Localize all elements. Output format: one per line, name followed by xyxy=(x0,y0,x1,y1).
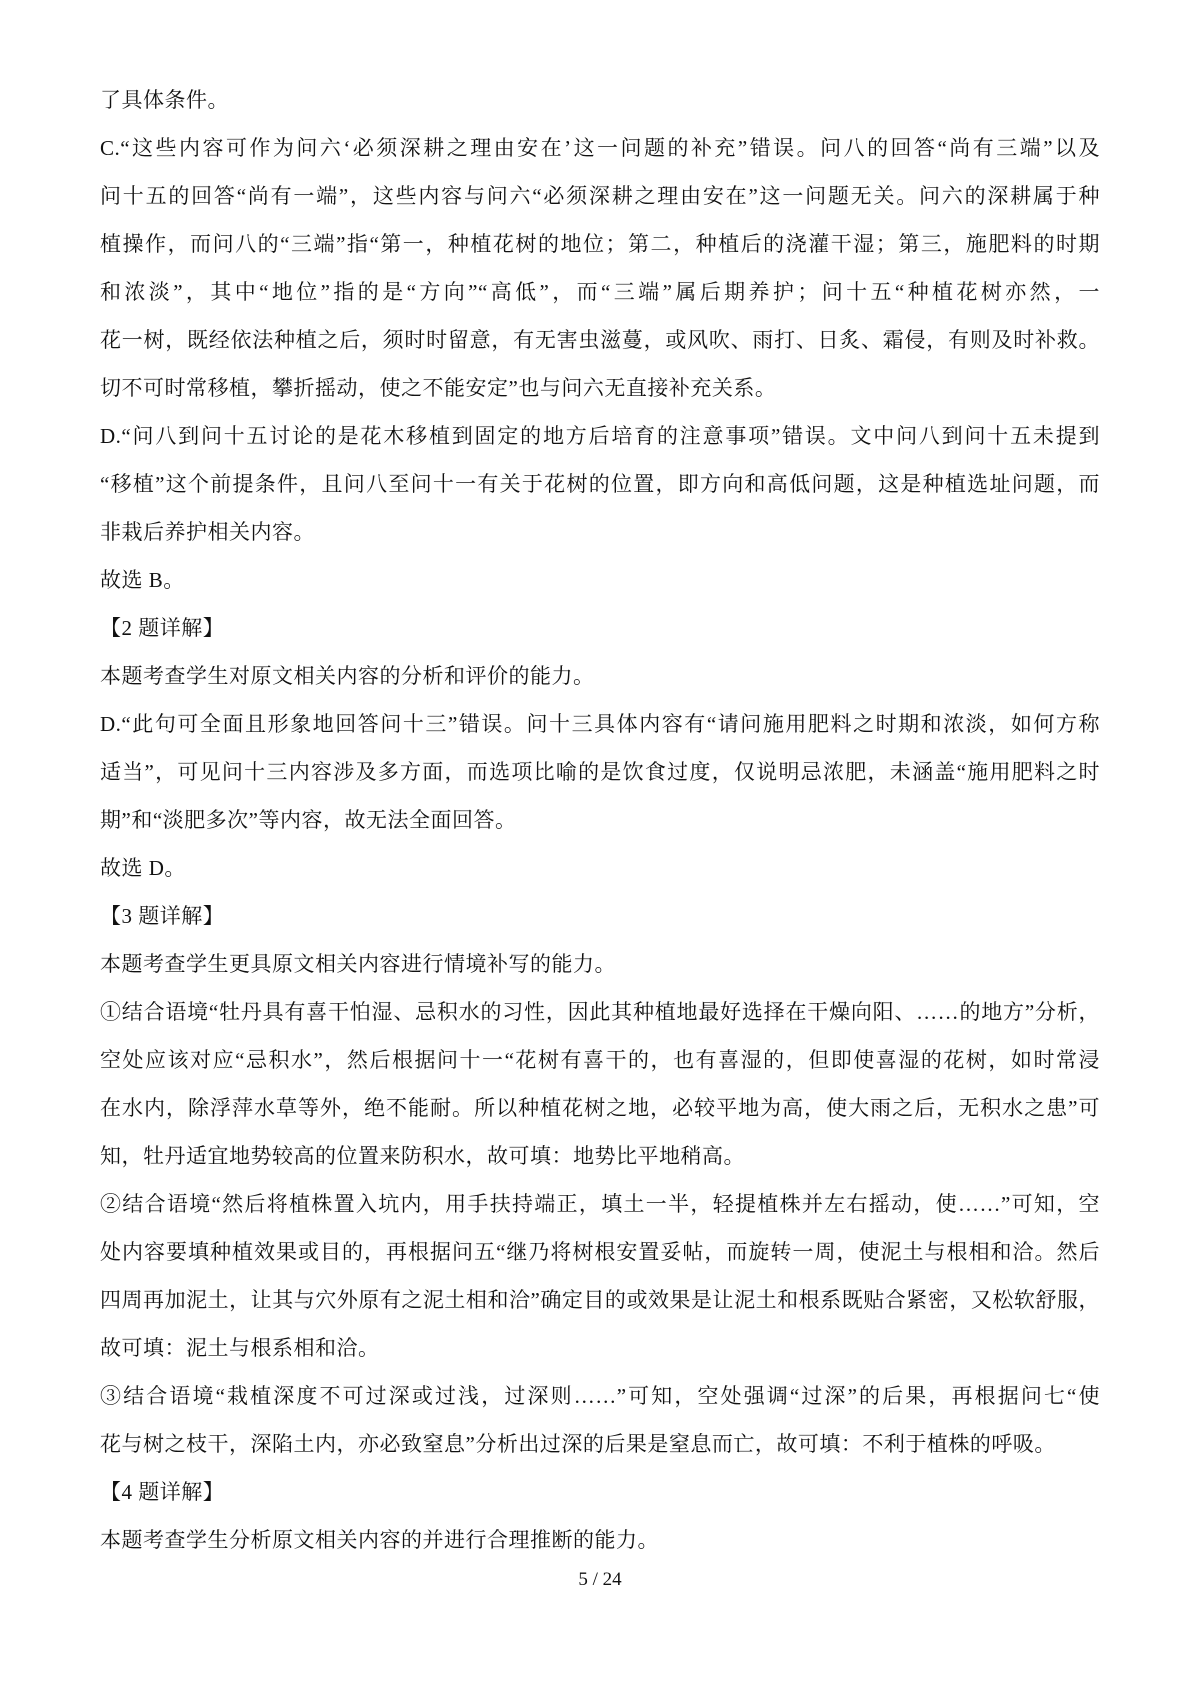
text-line: C.“这些内容可作为问六‘必须深耕之理由安在’这一问题的补充”错误。问八的回答“尚有三端”以及 xyxy=(100,136,1100,160)
page-number: 5 / 24 xyxy=(578,1569,622,1590)
text-line: 处内容要填种植效果或目的，再根据问五“继乃将树根安置妥帖，而旋转一周，使泥土与根相和洽。然后 xyxy=(100,1240,1100,1264)
section-heading: 【2 题详解】 xyxy=(100,616,225,640)
section-heading: 【3 题详解】 xyxy=(100,904,225,928)
text-line: 花与树之枝干，深陷土内，亦必致窒息”分析出过深的后果是窒息而亡，故可填：不利于植株的呼吸。 xyxy=(100,1432,1056,1456)
text-line: 问十五的回答“尚有一端”，这些内容与问六“必须深耕之理由安在”这一问题无关。问六的深耕属于种 xyxy=(100,184,1100,208)
text-line: 和浓淡”，其中“地位”指的是“方向”“高低”，而“三端”属后期养护；问十五“种植花树亦然，一 xyxy=(100,280,1100,304)
text-line: 了具体条件。 xyxy=(100,88,229,112)
text-line: 适当”，可见问十三内容涉及多方面，而选项比喻的是饮食过度，仅说明忌浓肥，未涵盖“施用肥料之时 xyxy=(100,760,1100,784)
text-line: 非栽后养护相关内容。 xyxy=(100,520,315,544)
answer-choice-line: 故选 B。 xyxy=(100,568,185,592)
text-line: 本题考查学生分析原文相关内容的并进行合理推断的能力。 xyxy=(100,1528,659,1552)
text-line: 本题考查学生对原文相关内容的分析和评价的能力。 xyxy=(100,664,595,688)
text-line: 花一树，既经依法种植之后，须时时留意，有无害虫滋蔓，或风吹、雨打、日炙、霜侵，有则及时补救。 xyxy=(100,328,1100,352)
text-line: 植操作，而问八的“三端”指“第一，种植花树的地位；第二，种植后的浇灌干湿；第三，施肥料的时期 xyxy=(100,232,1100,256)
text-line: “移植”这个前提条件，且问八至问十一有关于花树的位置，即方向和高低问题，这是种植选址问题，而 xyxy=(100,472,1100,496)
text-line: 空处应该对应“忌积水”，然后根据问十一“花树有喜干的，也有喜湿的，但即使喜湿的花树，如时常浸 xyxy=(100,1048,1100,1072)
section-heading: 【4 题详解】 xyxy=(100,1480,225,1504)
text-line: 在水内，除浮萍水草等外，绝不能耐。所以种植花树之地，必较平地为高，使大雨之后，无积水之患”可 xyxy=(100,1096,1100,1120)
text-line: 四周再加泥土，让其与穴外原有之泥土相和洽”确定目的或效果是让泥土和根系既贴合紧密，又松软舒服， xyxy=(100,1288,1100,1312)
answer-choice-line: 故选 D。 xyxy=(100,856,186,880)
text-line: 知，牡丹适宜地势较高的位置来防积水，故可填：地势比平地稍高。 xyxy=(100,1144,745,1168)
text-line: D.“问八到问十五讨论的是花木移植到固定的地方后培育的注意事项”错误。文中问八到问十五未提到 xyxy=(100,424,1100,448)
text-line: 切不可时常移植，攀折摇动，使之不能安定”也与问六无直接补充关系。 xyxy=(100,376,777,400)
text-line: D.“此句可全面且形象地回答问十三”错误。问十三具体内容有“请问施用肥料之时期和浓淡，如何方称 xyxy=(100,712,1100,736)
text-content xyxy=(100,76,1100,1564)
text-line: ①结合语境“牡丹具有喜干怕湿、忌积水的习性，因此其种植地最好选择在干燥向阳、……的地方”分析， xyxy=(100,1000,1100,1024)
text-line: 本题考查学生更具原文相关内容进行情境补写的能力。 xyxy=(100,952,616,976)
text-line: 故可填：泥土与根系相和洽。 xyxy=(100,1336,380,1360)
text-line: ②结合语境“然后将植株置入坑内，用手扶持端正，填土一半，轻提植株并左右摇动，使……”可知，空 xyxy=(100,1192,1100,1216)
text-line: 期”和“淡肥多次”等内容，故无法全面回答。 xyxy=(100,808,517,832)
text-line: ③结合语境“栽植深度不可过深或过浅，过深则……”可知，空处强调“过深”的后果，再根据问七“使 xyxy=(100,1384,1100,1408)
